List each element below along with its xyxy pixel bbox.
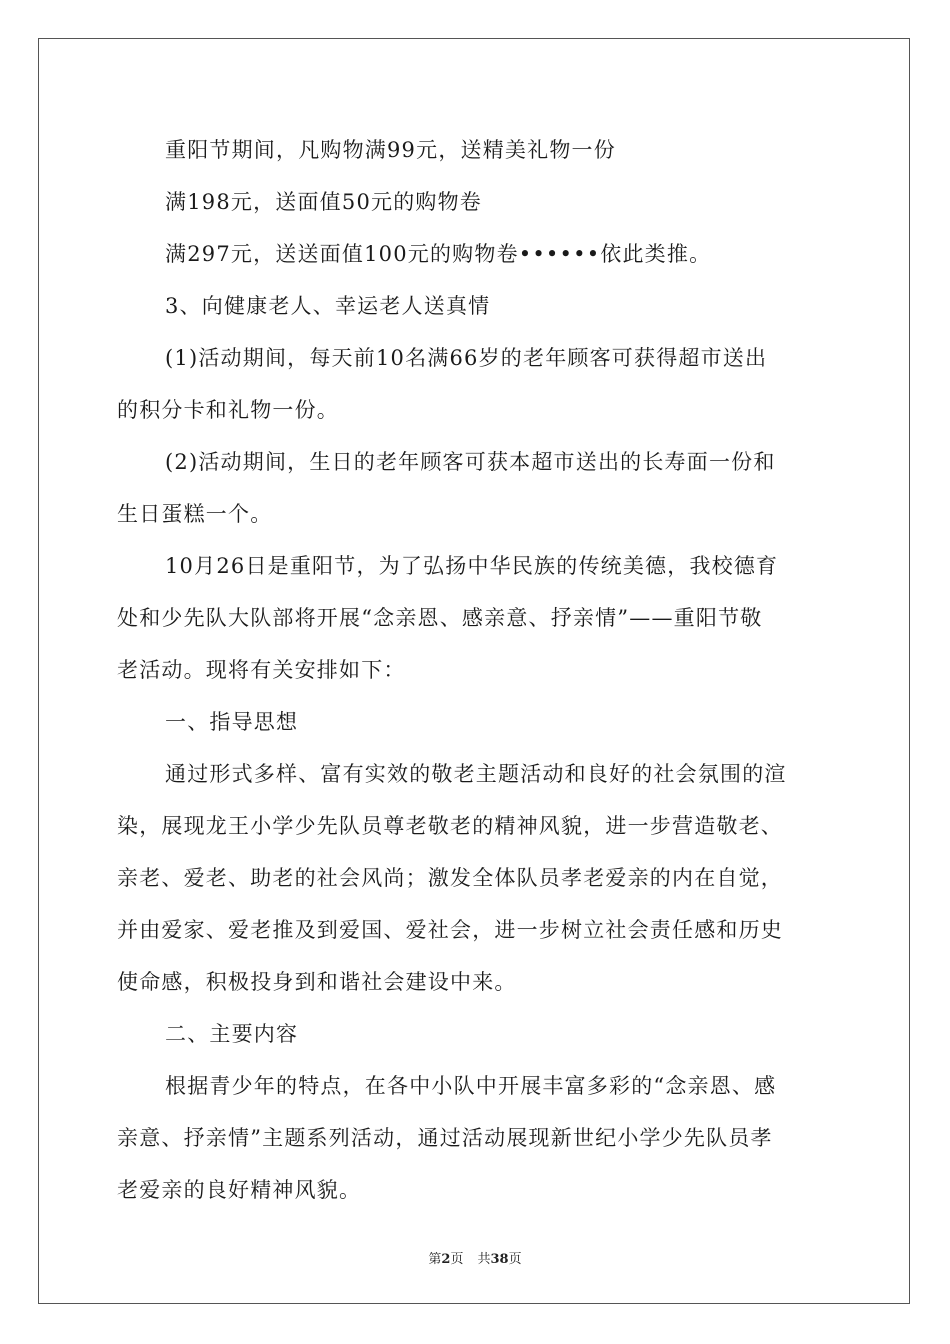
- total-suffix: 页: [508, 1252, 522, 1267]
- section-heading: 3、向健康老人、幸运老人送真情: [165, 294, 491, 318]
- page-prefix: 第: [428, 1252, 442, 1267]
- page-current: 2: [441, 1252, 451, 1267]
- text-line: 重阳节期间，凡购物满99元，送精美礼物一份: [165, 138, 616, 162]
- text-line: (2)活动期间，生日的老年顾客可获本超市送出的长寿面一份和: [165, 450, 776, 474]
- page-suffix: 页: [450, 1252, 464, 1267]
- text-line: 的积分卡和礼物一份。: [117, 398, 339, 422]
- page-total: 38: [490, 1252, 509, 1267]
- text-line: 使命感，积极投身到和谐社会建设中来。: [117, 970, 517, 994]
- text-line: 并由爱家、爱老推及到爱国、爱社会，进一步树立社会责任感和历史: [117, 918, 783, 942]
- text-line: 通过形式多样、富有实效的敬老主题活动和良好的社会氛围的渲: [165, 762, 787, 786]
- text-line: 根据青少年的特点，在各中小队中开展丰富多彩的“念亲恩、感: [165, 1074, 777, 1098]
- section-heading: 二、主要内容: [165, 1022, 299, 1046]
- text-line: 老爱亲的良好精神风貌。: [117, 1178, 362, 1202]
- document-body: [117, 124, 833, 1216]
- text-line: 亲意、抒亲情”主题系列活动，通过活动展现新世纪小学少先队员孝: [117, 1126, 773, 1150]
- section-heading: 一、指导思想: [165, 710, 299, 734]
- text-line: 生日蛋糕一个。: [117, 502, 273, 526]
- text-line: 亲老、爱老、助老的社会风尚；激发全体队员孝老爱亲的内在自觉，: [117, 866, 783, 890]
- text-line: 10月26日是重阳节，为了弘扬中华民族的传统美德，我校德育: [165, 554, 779, 578]
- text-line: (1)活动期间，每天前10名满66岁的老年顾客可获得超市送出: [165, 346, 768, 370]
- text-line: 老活动。现将有关安排如下：: [117, 658, 406, 682]
- text-line: 满297元，送送面值100元的购物卷••••••依此类推。: [165, 242, 712, 266]
- text-line: 染，展现龙王小学少先队员尊老敬老的精神风貌，进一步营造敬老、: [117, 814, 783, 838]
- page-footer: [0, 1248, 950, 1267]
- text-line: 满198元，送面值50元的购物卷: [165, 190, 483, 214]
- text-line: 处和少先队大队部将开展“念亲恩、感亲意、抒亲情”——重阳节敬: [117, 606, 763, 630]
- total-prefix: 共: [477, 1252, 491, 1267]
